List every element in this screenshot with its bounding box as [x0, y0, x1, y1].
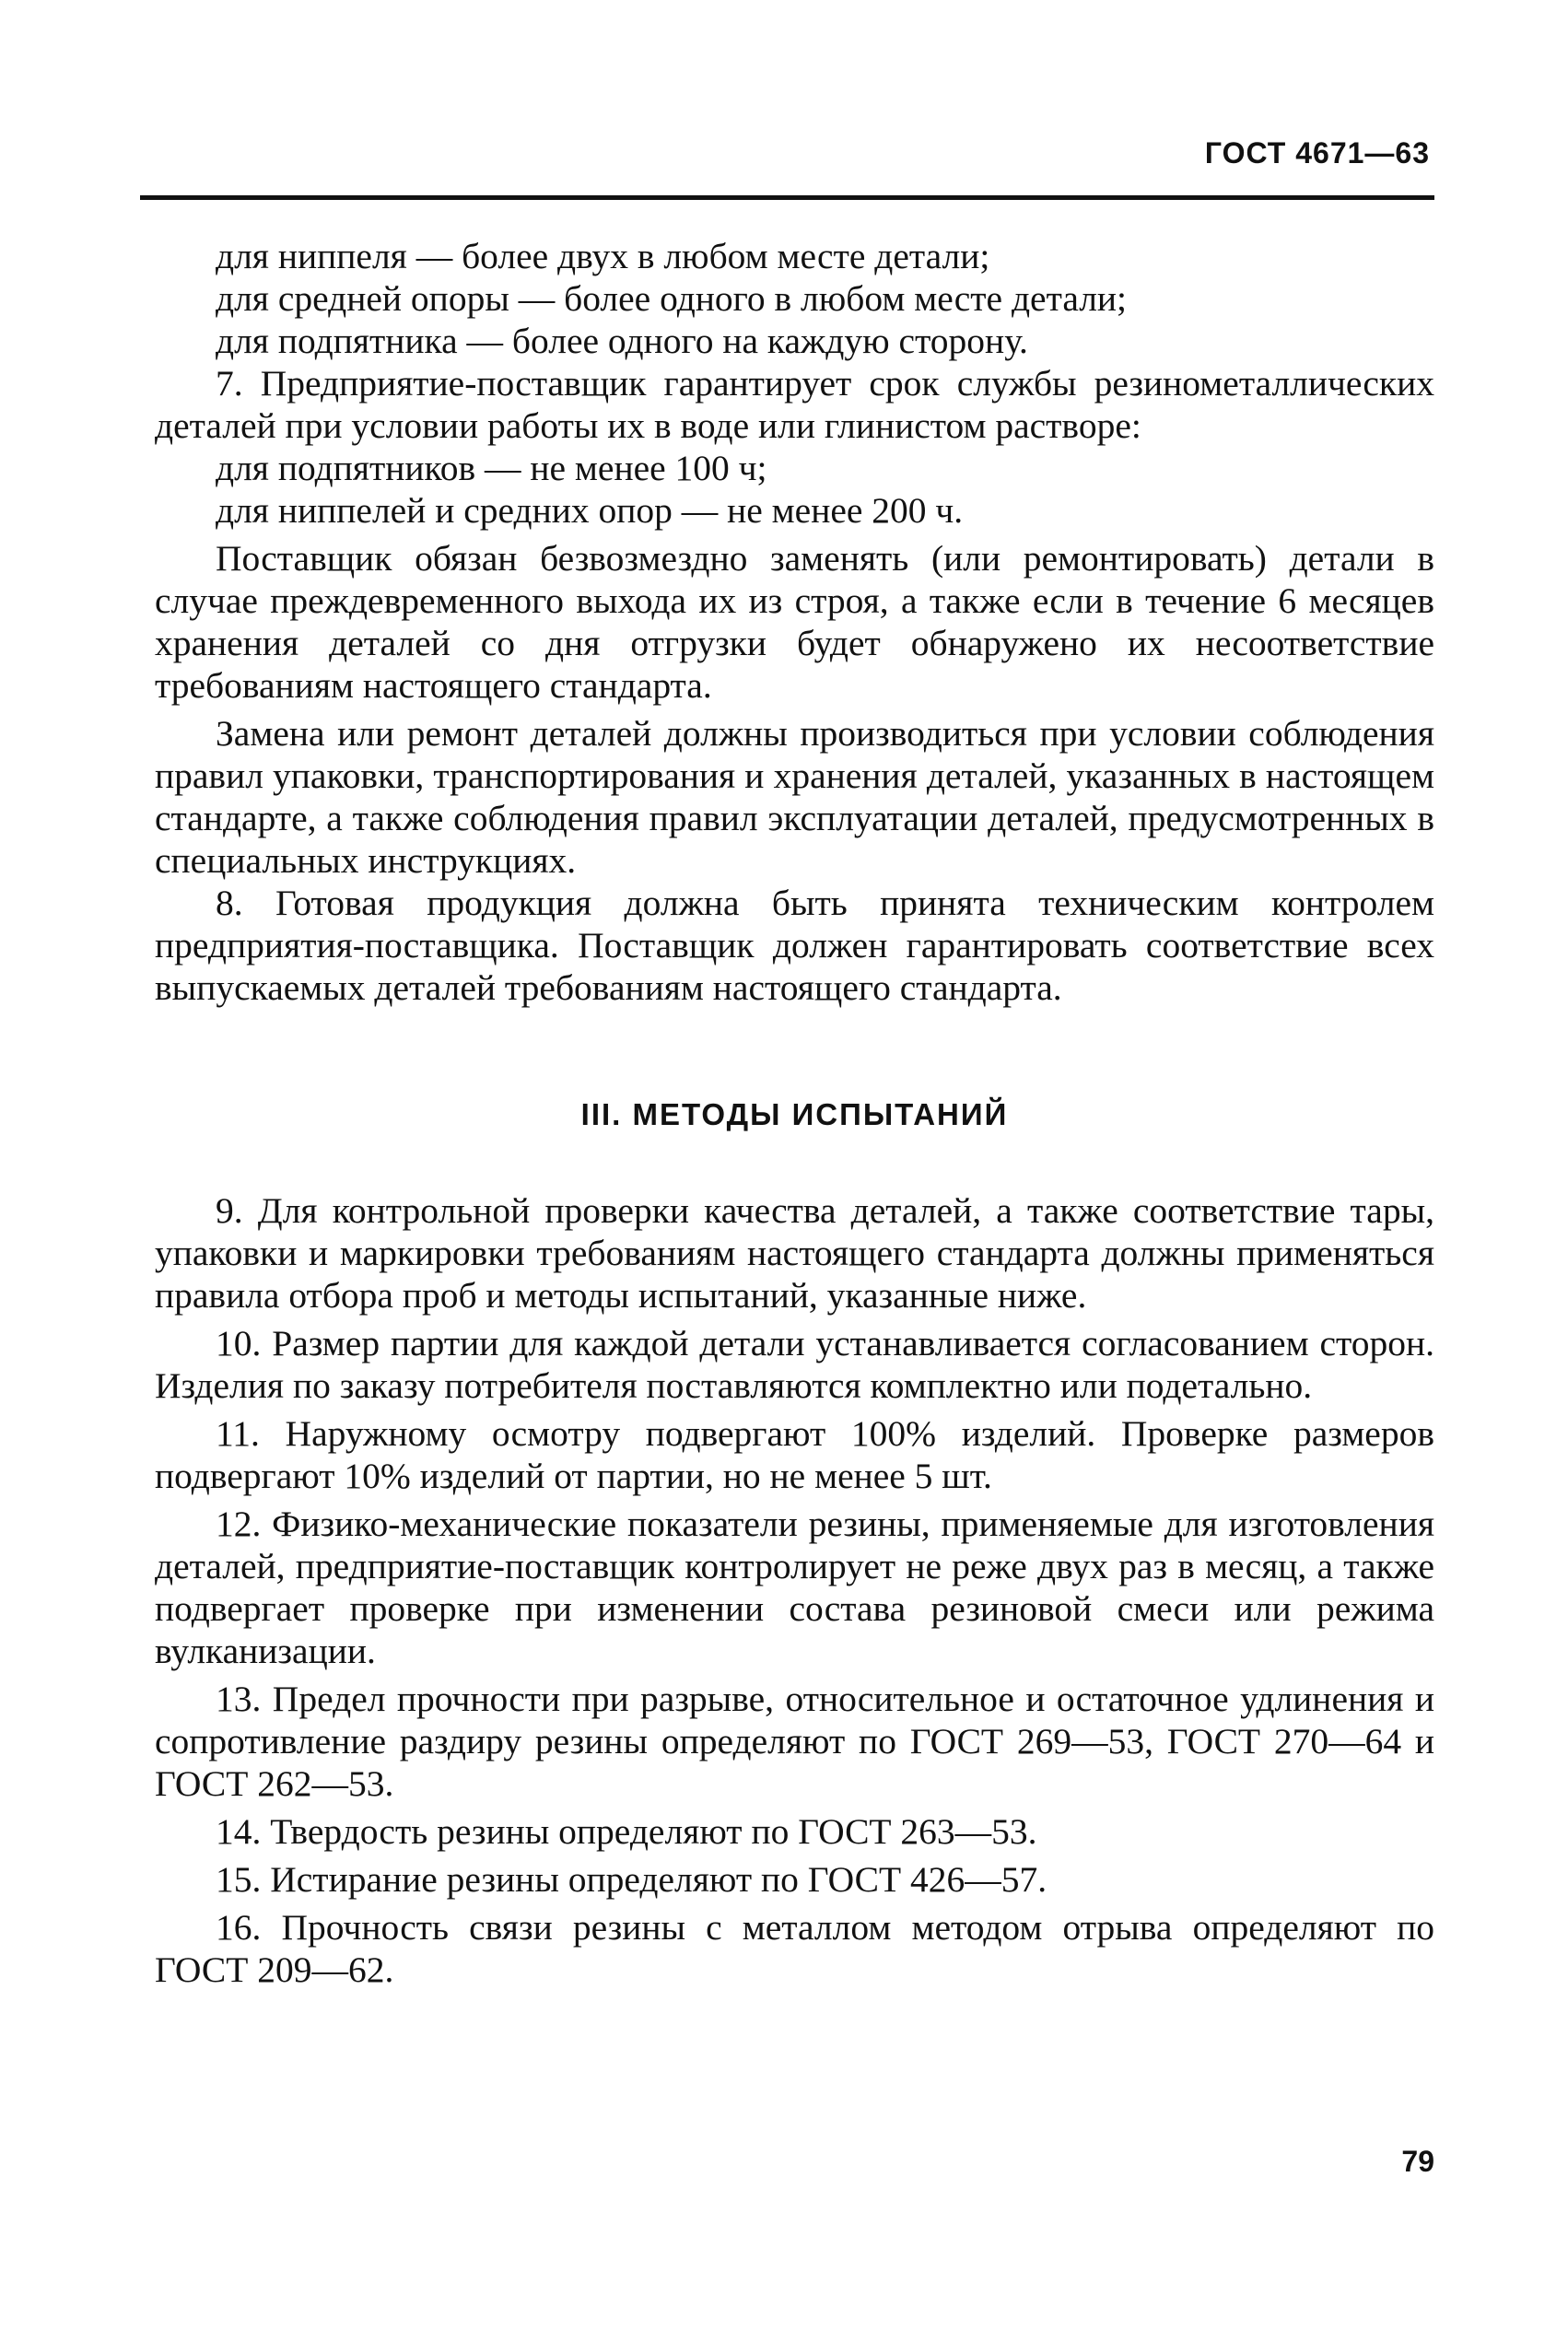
paragraph-16: 16. Прочность связи резины с металлом методом отрыва определяют по ГОСТ 209—62. [155, 1907, 1434, 1990]
list-item: для ниппелей и средних опор — не менее 200 ч. [216, 490, 964, 531]
document-code: ГОСТ 4671—63 [1204, 136, 1430, 170]
list-item: для подпятников — не менее 100 ч; [216, 448, 767, 488]
section-title: III. МЕТОДЫ ИСПЫТАНИЙ [580, 1097, 1009, 1131]
paragraph-14: 14. Твердость резины определяют по ГОСТ 263—53. [216, 1811, 1037, 1852]
page-number: 79 [1401, 2145, 1434, 2178]
paragraph-13: 13. Предел прочности при разрыве, относительное и остаточное удлинения и сопротивление раздиру резины определяют по ГОСТ 269—53, ГОСТ 270—64 и ГОСТ 262—53. [155, 1679, 1434, 1804]
header-rule [140, 195, 1434, 200]
paragraph-7: 7. Предприятие-поставщик гарантирует срок службы резинометаллических деталей при условии работы их в воде или глинистом растворе: [155, 363, 1434, 446]
page-body [155, 235, 1434, 1991]
paragraph-12: 12. Физико-механические показатели резины, применяемые для изготовления деталей, предприятие-поставщик контролирует не реже двух раз в месяц, а также подвергает проверке при изменении состава резиновой смеси или режима вулканизации. [155, 1504, 1434, 1671]
paragraph-9: 9. Для контрольной проверки качества деталей, а также соответствие тары, упаковки и маркировки требованиям настоящего стандарта должны применяться правила отбора проб и методы испытаний, указанные ниже. [155, 1190, 1434, 1316]
paragraph-replacement: Замена или ремонт деталей должны производиться при условии соблюдения правил упаковки, транспортирования и хранения деталей, указанных в настоящем стандарте, а также соблюдения правил эксплуатации деталей, предусмотренных в специальных инструкциях. [155, 713, 1434, 881]
paragraph-11: 11. Наружному осмотру подвергают 100% изделий. Проверке размеров подвергают 10% изделий от партии, но не менее 5 шт. [155, 1413, 1434, 1496]
paragraph-10: 10. Размер партии для каждой детали устанавливается согласованием сторон. Изделия по заказу потребителя поставляются комплектно или подетально. [155, 1323, 1434, 1406]
paragraph-8: 8. Готовая продукция должна быть принята техническим контролем предприятия-поставщика. Поставщик должен гарантировать соответствие всех выпускаемых деталей требованиям настоящего стандарта. [155, 883, 1434, 1008]
list-item: для средней опоры — более одного в любом месте детали; [216, 278, 1128, 319]
paragraph-supplier-obligation: Поставщик обязан безвозмездно заменять (или ремонтировать) детали в случае преждевременного выхода их из строя, а также если в течение 6 месяцев хранения деталей со дня отгрузки будет обнаружено их несоответствие требованиям настоящего стандарта. [155, 538, 1434, 706]
list-item: для ниппеля — более двух в любом месте детали; [216, 236, 990, 276]
list-item: для подпятника — более одного на каждую сторону. [216, 321, 1028, 361]
paragraph-15: 15. Истирание резины определяют по ГОСТ 426—57. [216, 1859, 1047, 1900]
